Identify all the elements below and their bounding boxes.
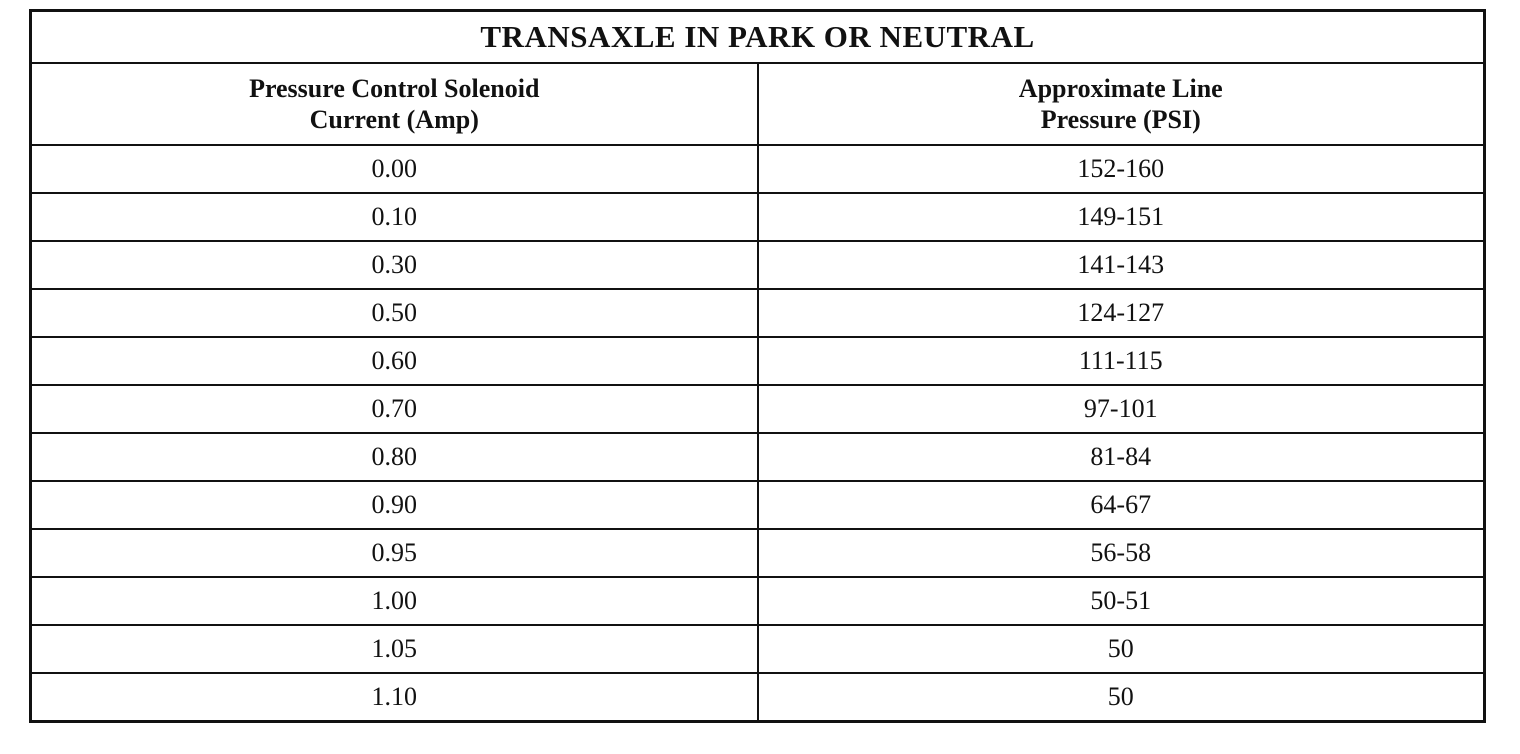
current-cell: 0.70 (31, 385, 758, 433)
table-row (31, 433, 1485, 481)
pressure-cell: 152-160 (758, 145, 1485, 193)
current-cell: 0.50 (31, 289, 758, 337)
title-row (31, 11, 1485, 64)
header-row (31, 63, 1485, 145)
current-cell: 0.80 (31, 433, 758, 481)
pressure-cell: 149-151 (758, 193, 1485, 241)
pressure-cell: 56-58 (758, 529, 1485, 577)
pressure-table (29, 9, 1486, 723)
current-cell: 0.30 (31, 241, 758, 289)
table-row (31, 529, 1485, 577)
column-header-current (31, 63, 758, 145)
table-row (31, 577, 1485, 625)
table-row (31, 193, 1485, 241)
table-row (31, 145, 1485, 193)
column-header-current-line1: Pressure Control Solenoid (249, 74, 540, 103)
table-row (31, 625, 1485, 673)
table-row (31, 241, 1485, 289)
pressure-cell: 50 (758, 625, 1485, 673)
pressure-cell: 141-143 (758, 241, 1485, 289)
current-cell: 0.60 (31, 337, 758, 385)
column-header-pressure-line2: Pressure (PSI) (1040, 105, 1201, 134)
table-row (31, 673, 1485, 722)
current-cell: 1.10 (31, 673, 758, 722)
table-row (31, 289, 1485, 337)
pressure-cell: 64-67 (758, 481, 1485, 529)
current-cell: 0.90 (31, 481, 758, 529)
table-row (31, 337, 1485, 385)
current-cell: 1.00 (31, 577, 758, 625)
current-cell: 0.10 (31, 193, 758, 241)
pressure-cell: 50 (758, 673, 1485, 722)
current-cell: 0.95 (31, 529, 758, 577)
current-cell: 1.05 (31, 625, 758, 673)
column-header-pressure-line1: Approximate Line (1018, 74, 1223, 103)
table-row (31, 385, 1485, 433)
column-header-pressure (758, 63, 1485, 145)
column-header-current-line2: Current (Amp) (309, 105, 479, 134)
pressure-cell: 111-115 (758, 337, 1485, 385)
table-row (31, 481, 1485, 529)
pressure-cell: 124-127 (758, 289, 1485, 337)
table-title: TRANSAXLE IN PARK OR NEUTRAL (31, 11, 1485, 64)
pressure-cell: 81-84 (758, 433, 1485, 481)
pressure-cell: 50-51 (758, 577, 1485, 625)
current-cell: 0.00 (31, 145, 758, 193)
pressure-cell: 97-101 (758, 385, 1485, 433)
